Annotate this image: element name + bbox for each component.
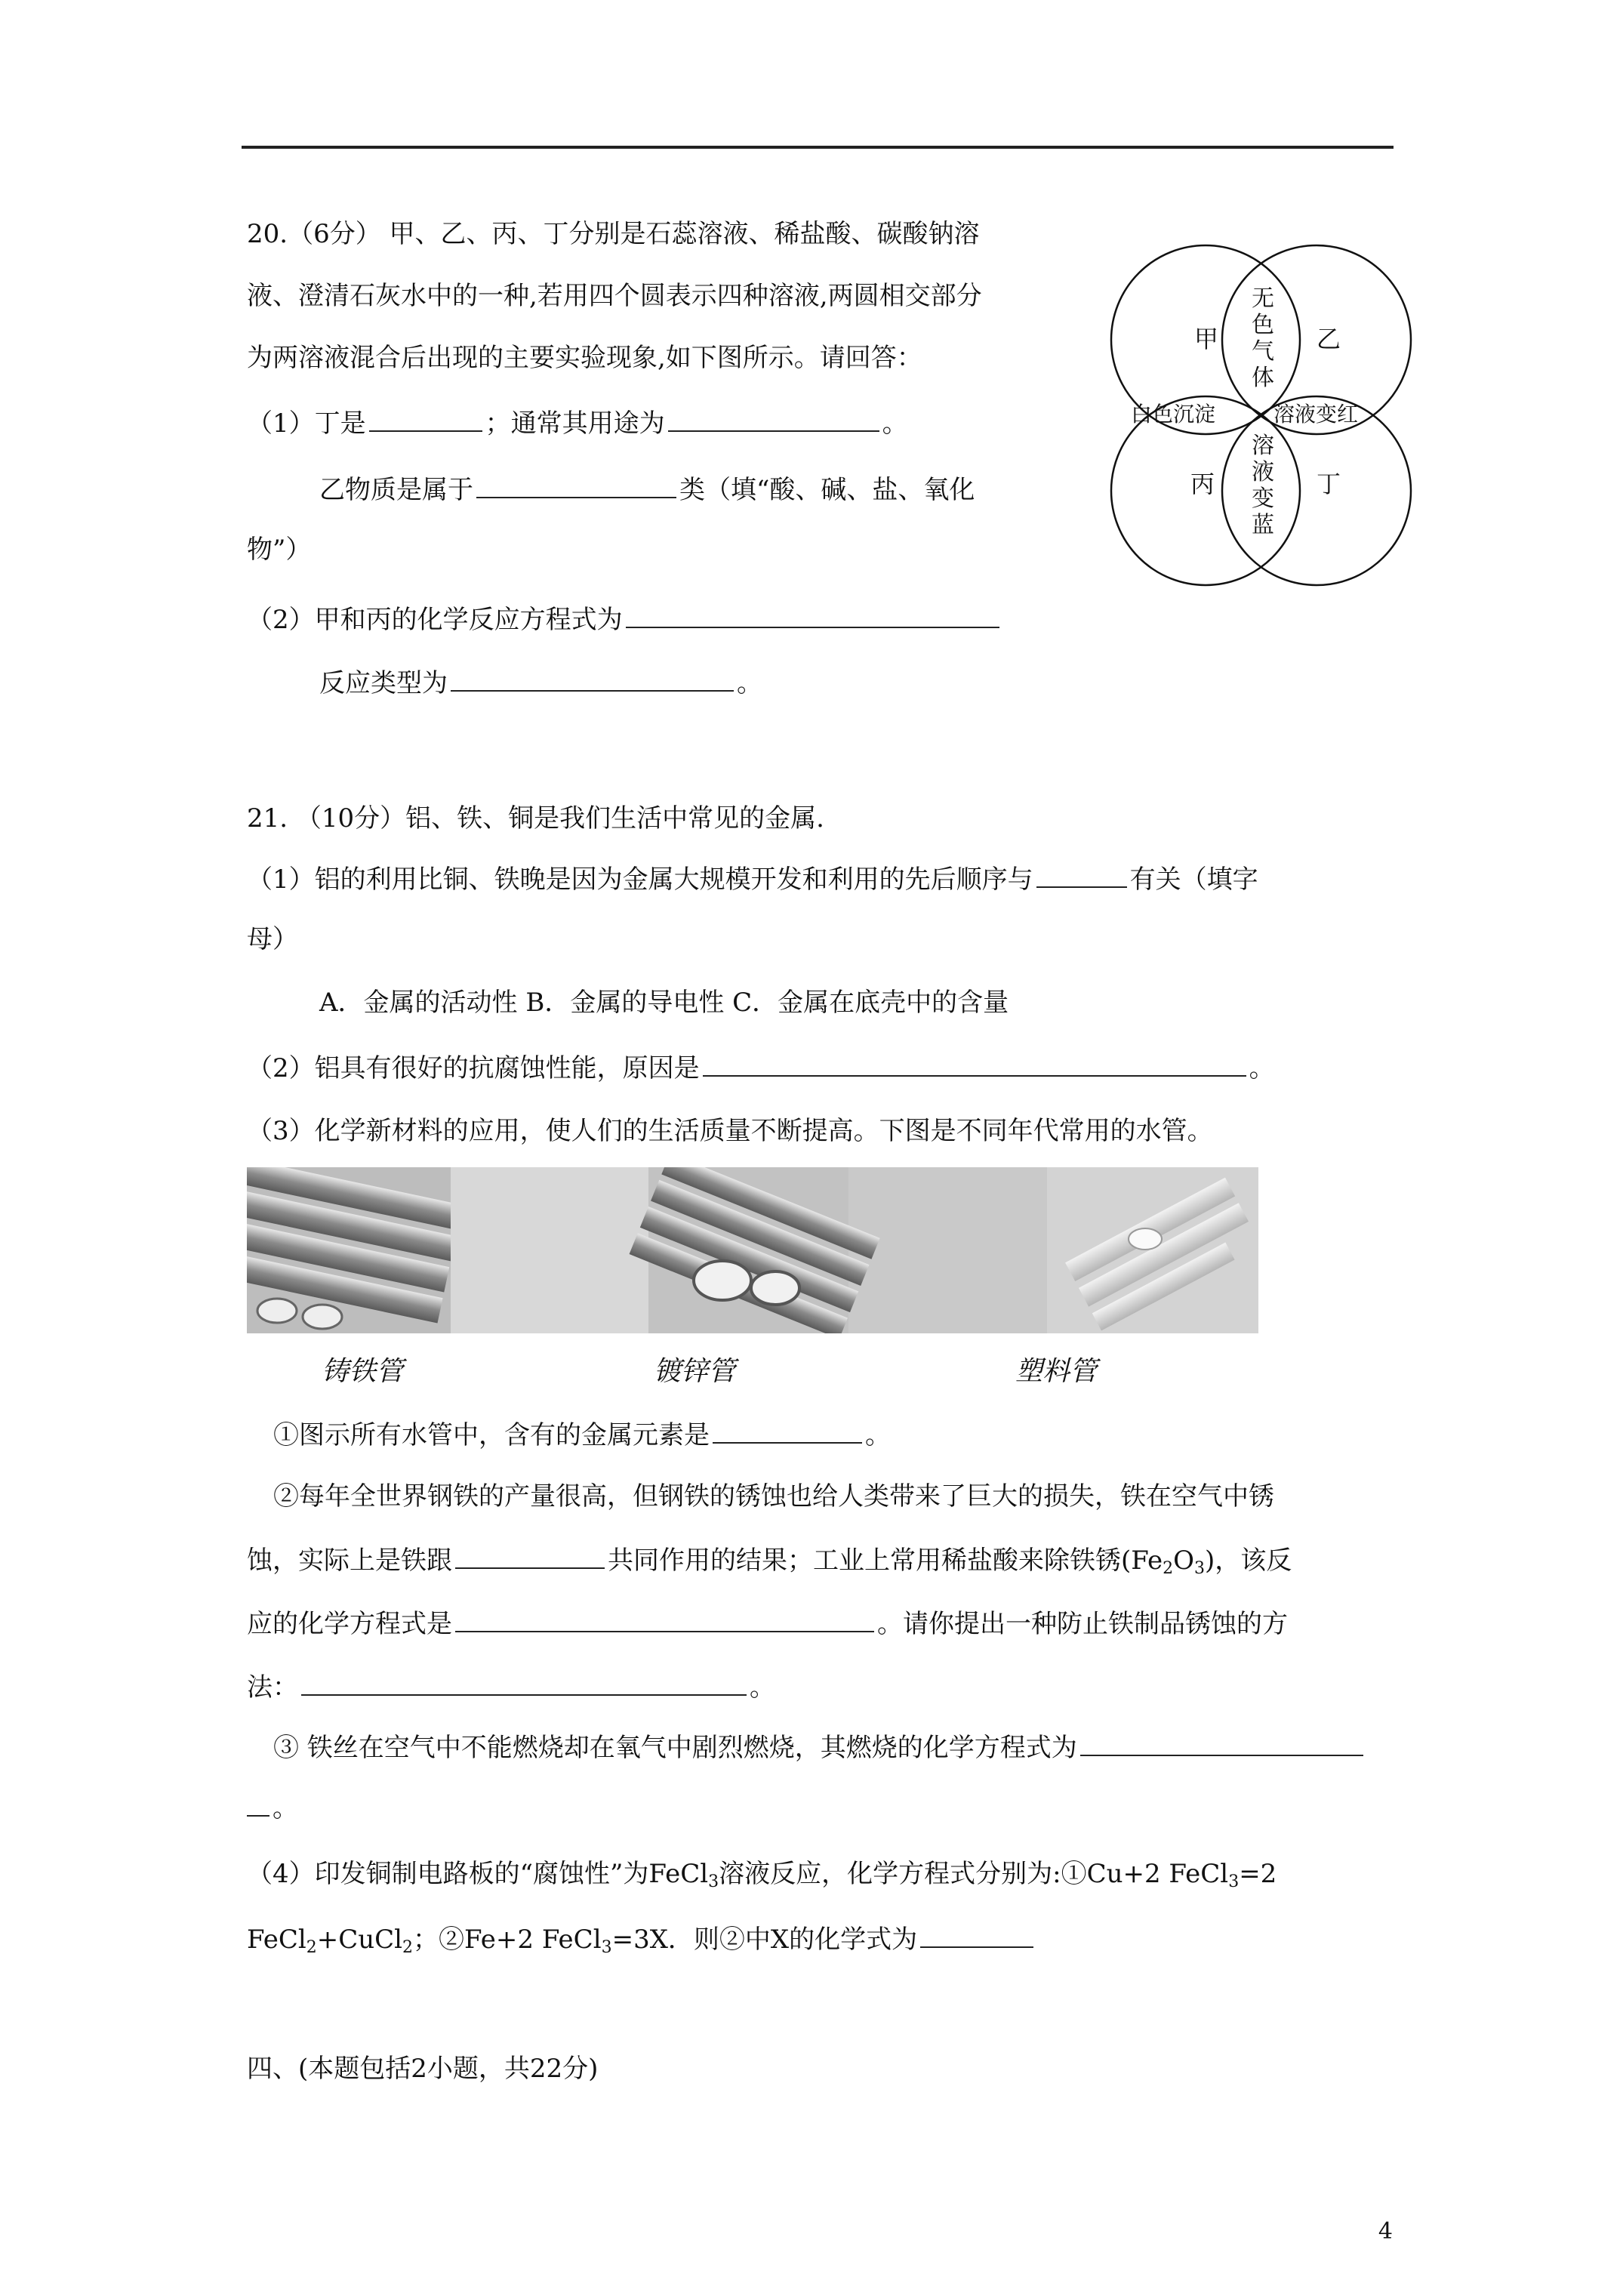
water-pipe-photos [247, 1167, 1258, 1333]
q21-part3: （3）化学新材料的应用，使人们的生活质量不断提高。下图是不同年代常用的水管。 [247, 1116, 1213, 1146]
q20-p1b-suffix: 类（填“酸、碱、盐、氧化 [679, 475, 975, 505]
venn-cd-char-4: 蓝 [1252, 512, 1274, 538]
q21-blank-rust-prevention[interactable] [301, 1669, 747, 1696]
q21-s2-line2 [247, 1542, 1292, 1577]
pipe-label-cast-iron: 铸铁管 [322, 1356, 404, 1387]
venn-cd-char-2: 液 [1252, 459, 1274, 485]
q21-p4-l2-d: =3X．则②中X的化学式为 [611, 1925, 918, 1955]
q21-s3-prefix: ③ 铁丝在空气中不能燃烧却在氧气中剧烈燃烧，其燃烧的化学方程式为 [273, 1733, 1077, 1763]
q20-stem-line2: 液、澄清石灰水中的一种,若用四个圆表示四种溶液,两圆相交部分 [247, 281, 982, 311]
q21-sub1 [273, 1416, 891, 1452]
venn-cd-char-3: 变 [1252, 485, 1274, 512]
q21-p4-l1-sub2: 3 [1228, 1872, 1240, 1891]
q21-s2-l3-prefix: 应的化学方程式是 [247, 1609, 452, 1639]
q21-s1-end: 。 [865, 1420, 891, 1450]
q21-s3-end: 。 [273, 1793, 298, 1823]
venn-ab-char-2: 色 [1252, 312, 1274, 338]
q21-p4-l2-sub1: 2 [306, 1938, 317, 1957]
q21-s2-l2-mid: 共同作用的结果；工业上常用稀盐酸来除铁锈(Fe [608, 1546, 1163, 1576]
q21-part2 [247, 1049, 1275, 1085]
section4-heading: 四、(本题包括2小题，共22分) [247, 2054, 599, 2084]
venn-label-jia: 甲 [1194, 325, 1219, 353]
q21-blank-rust-removal-equation[interactable] [455, 1605, 874, 1632]
venn-ac-label: 白色沉淀 [1131, 402, 1216, 427]
header-rule [242, 146, 1394, 149]
q21-p1-cont: 母） [247, 924, 298, 954]
q20-p2b-prefix: 反应类型为 [319, 668, 448, 698]
q21-p4-l1-prefix: （4）印发铜制电路板的“腐蚀性”为FeCl [247, 1859, 709, 1889]
q21-part1 [247, 861, 1258, 896]
q20-blank-category[interactable] [476, 471, 676, 498]
cast-iron-pipe-image [247, 1167, 463, 1333]
q21-p1-prefix: （1）铝的利用比铜、铁晚是因为金属大规模开发和利用的先后顺序与 [247, 864, 1033, 895]
q20-p1-prefix: （1）丁是 [247, 408, 366, 439]
q20-part1 [247, 405, 908, 440]
q21-stem: 21. （10分）铝、铁、铜是我们生活中常见的金属. [247, 803, 824, 834]
q21-p4-l2-a: FeCl [247, 1925, 306, 1955]
q21-part4-line2 [247, 1921, 1036, 1956]
pipe-label-plastic: 塑料管 [1015, 1356, 1098, 1387]
venn-ab-char-4: 体 [1252, 365, 1274, 391]
q20-stem-line3: 为两溶液混合后出现的主要实验现象,如下图所示。请回答： [247, 343, 922, 373]
plastic-pipe-image [1047, 1167, 1258, 1333]
q21-s2-l2-end: )，该反 [1205, 1546, 1292, 1576]
pipe-label-galvanized: 镀锌管 [654, 1356, 736, 1387]
galvanized-pipe-image [630, 1167, 880, 1333]
venn-ab-char-1: 无 [1252, 285, 1274, 312]
q21-sub3 [273, 1729, 1366, 1764]
q20-blank-ding[interactable] [369, 405, 482, 432]
q21-s2-l2-o: O [1173, 1546, 1194, 1576]
q21-s2-l2-sub1: 2 [1163, 1559, 1174, 1578]
venn-ab-char-3: 气 [1252, 338, 1274, 365]
q21-s2-line4 [247, 1669, 775, 1704]
venn-diagram [1104, 234, 1421, 604]
q21-s1-prefix: ①图示所有水管中，含有的金属元素是 [273, 1420, 710, 1450]
q20-part2b [319, 664, 762, 700]
q21-s2-l4-prefix: 法： [247, 1672, 298, 1703]
venn-label-yi: 乙 [1317, 325, 1341, 353]
q21-p4-l1-mid: 溶液反应，化学方程式分别为:①Cu+2 FeCl [719, 1859, 1229, 1889]
q20-p2b-end: 。 [737, 668, 762, 698]
q20-blank-reaction-type[interactable] [451, 664, 734, 692]
venn-label-ding: 丁 [1317, 470, 1341, 498]
q21-blank-formula-x[interactable] [920, 1921, 1033, 1948]
q21-p4-l2-c: ；②Fe+2 FeCl [413, 1925, 602, 1955]
q21-p2-end: 。 [1249, 1053, 1275, 1083]
q21-blank-combustion-cont[interactable] [247, 1789, 269, 1817]
q21-blank-reason[interactable] [703, 1049, 1246, 1077]
q20-p1b-cont: 物”） [247, 535, 312, 565]
q21-blank-metal-elements[interactable] [713, 1416, 862, 1444]
q21-blank-rust-factors[interactable] [455, 1542, 605, 1569]
q21-blank-combustion-equation[interactable] [1080, 1729, 1363, 1756]
q21-p2-prefix: （2）铝具有很好的抗腐蚀性能，原因是 [247, 1053, 700, 1083]
q21-blank-order[interactable] [1036, 861, 1127, 888]
q21-options: A．金属的活动性 B．金属的导电性 C．金属在底壳中的含量 [319, 988, 1009, 1018]
q21-s2-l2-prefix: 蚀，实际上是铁跟 [247, 1546, 452, 1576]
venn-bd-label: 溶液变红 [1273, 402, 1359, 427]
q20-part2 [247, 601, 1002, 636]
q21-s2-l3-end: 。请你提出一种防止铁制品锈蚀的方 [877, 1609, 1288, 1639]
venn-label-bing: 丙 [1190, 470, 1215, 498]
q20-blank-equation[interactable] [626, 601, 999, 628]
page-number: 4 [1378, 2218, 1393, 2245]
q21-part4-line1 [247, 1857, 1277, 1891]
q20-p1b-prefix: 乙物质是属于 [319, 475, 473, 505]
q21-s2-l2-sub2: 3 [1194, 1559, 1205, 1578]
q21-s2-l4-end: 。 [750, 1672, 775, 1703]
q21-p4-l2-b: +CuCl [316, 1925, 403, 1955]
q20-stem-line1: 20.（6分） 甲、乙、丙、丁分别是石蕊溶液、稀盐酸、碳酸钠溶 [247, 219, 980, 249]
q20-blank-use[interactable] [668, 405, 879, 432]
q21-s2-line1: ②每年全世界钢铁的产量很高，但钢铁的锈蚀也给人类带来了巨大的损失，铁在空气中锈 [273, 1481, 1274, 1512]
q21-s3-cont [247, 1789, 298, 1825]
q20-p1-mid: ；通常其用途为 [485, 408, 665, 439]
q21-p1-suffix: 有关（填字 [1129, 864, 1258, 895]
q21-s2-line3 [247, 1605, 1288, 1641]
venn-cd-char-1: 溶 [1252, 433, 1274, 459]
q20-p2-prefix: （2）甲和丙的化学反应方程式为 [247, 605, 623, 635]
q21-p4-l2-sub2: 2 [402, 1938, 414, 1957]
q20-part1b [319, 471, 975, 507]
q21-p4-l1-end: =2 [1239, 1859, 1277, 1889]
q21-p4-l2-sub3: 3 [601, 1938, 612, 1957]
q20-p1-end: 。 [882, 408, 908, 439]
q21-p4-l1-sub: 3 [708, 1872, 719, 1891]
